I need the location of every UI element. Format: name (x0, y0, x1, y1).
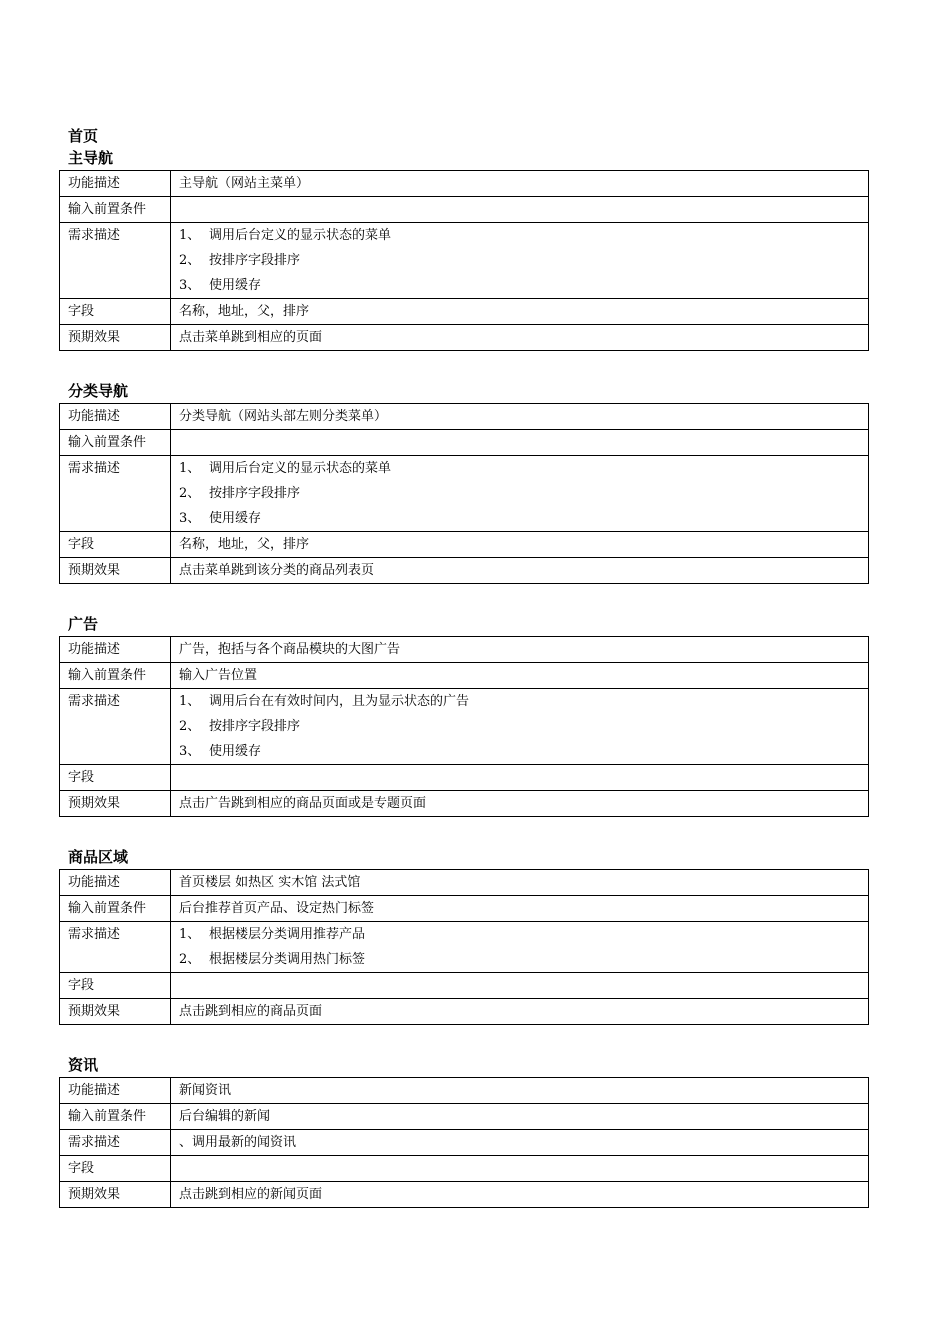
requirement-table (59, 170, 869, 351)
table-row (60, 922, 869, 973)
row-value: 、调用最新的闻资讯 (171, 1130, 869, 1156)
table-row (60, 870, 869, 896)
list-item (179, 714, 860, 739)
table-row (60, 404, 869, 430)
list-number: 3、 (179, 278, 201, 293)
document-page (59, 126, 869, 1208)
row-label: 字段 (60, 532, 171, 558)
list-text: 根据楼层分类调用热门标签 (209, 952, 366, 967)
row-label: 字段 (60, 765, 171, 791)
table-row (60, 663, 869, 689)
table-row (60, 1130, 869, 1156)
table-row (60, 299, 869, 325)
table-row (60, 999, 869, 1025)
list-item (179, 689, 860, 714)
row-label: 输入前置条件 (60, 430, 171, 456)
table-row (60, 689, 869, 765)
row-value: 分类导航（网站头部左则分类菜单） (171, 404, 869, 430)
table-row (60, 637, 869, 663)
list-text: 使用缓存 (209, 511, 262, 526)
table-row (60, 1156, 869, 1182)
section-title: 资讯 (68, 1056, 99, 1074)
table-row (60, 1182, 869, 1208)
section-title: 主导航 (68, 149, 114, 167)
row-value: 后台编辑的新闻 (171, 1104, 869, 1130)
section-ads (59, 614, 869, 817)
list-text: 使用缓存 (209, 278, 262, 293)
list-number: 1、 (179, 694, 201, 709)
row-label: 输入前置条件 (60, 197, 171, 223)
list-item (179, 506, 860, 531)
list-number: 2、 (179, 486, 201, 501)
list-item (179, 273, 860, 298)
row-value (171, 689, 869, 765)
row-label: 需求描述 (60, 689, 171, 765)
row-label: 字段 (60, 1156, 171, 1182)
row-value: 广告，抱括与各个商品模块的大图广告 (171, 637, 869, 663)
row-label: 预期效果 (60, 325, 171, 351)
section-product-area (59, 847, 869, 1025)
list-text: 根据楼层分类调用推荐产品 (209, 927, 366, 942)
row-value (171, 765, 869, 791)
row-value (171, 223, 869, 299)
row-label: 输入前置条件 (60, 1104, 171, 1130)
section-main-nav (59, 148, 869, 351)
list-item (179, 922, 860, 947)
table-row (60, 973, 869, 999)
table-row (60, 430, 869, 456)
table-row (60, 896, 869, 922)
list-text: 按排序字段排序 (209, 253, 301, 268)
list-text: 调用后台在有效时间内，且为显示状态的广告 (209, 694, 470, 709)
requirement-table (59, 869, 869, 1025)
row-label: 功能描述 (60, 171, 171, 197)
list-text: 按排序字段排序 (209, 719, 301, 734)
list-number: 2、 (179, 253, 201, 268)
row-value (171, 430, 869, 456)
row-label: 功能描述 (60, 637, 171, 663)
row-value: 点击跳到相应的新闻页面 (171, 1182, 869, 1208)
row-value (171, 922, 869, 973)
row-label: 输入前置条件 (60, 896, 171, 922)
table-row (60, 791, 869, 817)
row-label: 功能描述 (60, 1078, 171, 1104)
row-label: 需求描述 (60, 922, 171, 973)
table-row (60, 1104, 869, 1130)
row-label: 字段 (60, 299, 171, 325)
requirement-table (59, 1077, 869, 1208)
list-text: 调用后台定义的显示状态的菜单 (209, 228, 392, 243)
table-row (60, 197, 869, 223)
list-item (179, 223, 860, 248)
table-row (60, 171, 869, 197)
row-value (171, 1156, 869, 1182)
section-title: 广告 (68, 615, 99, 633)
list-text: 按排序字段排序 (209, 486, 301, 501)
row-value (171, 973, 869, 999)
list-text: 使用缓存 (209, 744, 262, 759)
row-value: 首页楼层 如热区 实木馆 法式馆 (171, 870, 869, 896)
table-row (60, 456, 869, 532)
table-row (60, 765, 869, 791)
row-label: 字段 (60, 973, 171, 999)
row-value: 点击菜单跳到该分类的商品列表页 (171, 558, 869, 584)
list-number: 2、 (179, 719, 201, 734)
row-value (171, 456, 869, 532)
section-category-nav (59, 381, 869, 584)
list-item (179, 739, 860, 764)
row-label: 预期效果 (60, 1182, 171, 1208)
row-label: 需求描述 (60, 456, 171, 532)
row-value: 主导航（网站主菜单） (171, 171, 869, 197)
row-label: 预期效果 (60, 791, 171, 817)
row-value: 后台推荐首页产品、设定热门标签 (171, 896, 869, 922)
list-number: 2、 (179, 952, 201, 967)
row-label: 输入前置条件 (60, 663, 171, 689)
list-item (179, 456, 860, 481)
list-number: 1、 (179, 927, 201, 942)
row-label: 功能描述 (60, 404, 171, 430)
row-value: 名称，地址，父，排序 (171, 532, 869, 558)
requirement-table (59, 636, 869, 817)
section-title: 商品区域 (68, 848, 129, 866)
table-row (60, 1078, 869, 1104)
page-title: 首页 (68, 127, 99, 145)
table-row (60, 223, 869, 299)
row-value (171, 197, 869, 223)
row-label: 预期效果 (60, 999, 171, 1025)
list-number: 3、 (179, 744, 201, 759)
list-item (179, 248, 860, 273)
row-value: 点击菜单跳到相应的页面 (171, 325, 869, 351)
table-row (60, 558, 869, 584)
list-number: 1、 (179, 461, 201, 476)
list-number: 1、 (179, 228, 201, 243)
row-value: 点击广告跳到相应的商品页面或是专题页面 (171, 791, 869, 817)
list-text: 调用后台定义的显示状态的菜单 (209, 461, 392, 476)
row-label: 需求描述 (60, 1130, 171, 1156)
requirement-table (59, 403, 869, 584)
row-value: 点击跳到相应的商品页面 (171, 999, 869, 1025)
section-news (59, 1055, 869, 1208)
list-item (179, 481, 860, 506)
section-title: 分类导航 (68, 382, 129, 400)
row-value: 输入广告位置 (171, 663, 869, 689)
list-item (179, 947, 860, 972)
row-value: 新闻资讯 (171, 1078, 869, 1104)
list-number: 3、 (179, 511, 201, 526)
row-label: 预期效果 (60, 558, 171, 584)
row-label: 功能描述 (60, 870, 171, 896)
table-row (60, 325, 869, 351)
row-label: 需求描述 (60, 223, 171, 299)
row-value: 名称，地址，父，排序 (171, 299, 869, 325)
table-row (60, 532, 869, 558)
